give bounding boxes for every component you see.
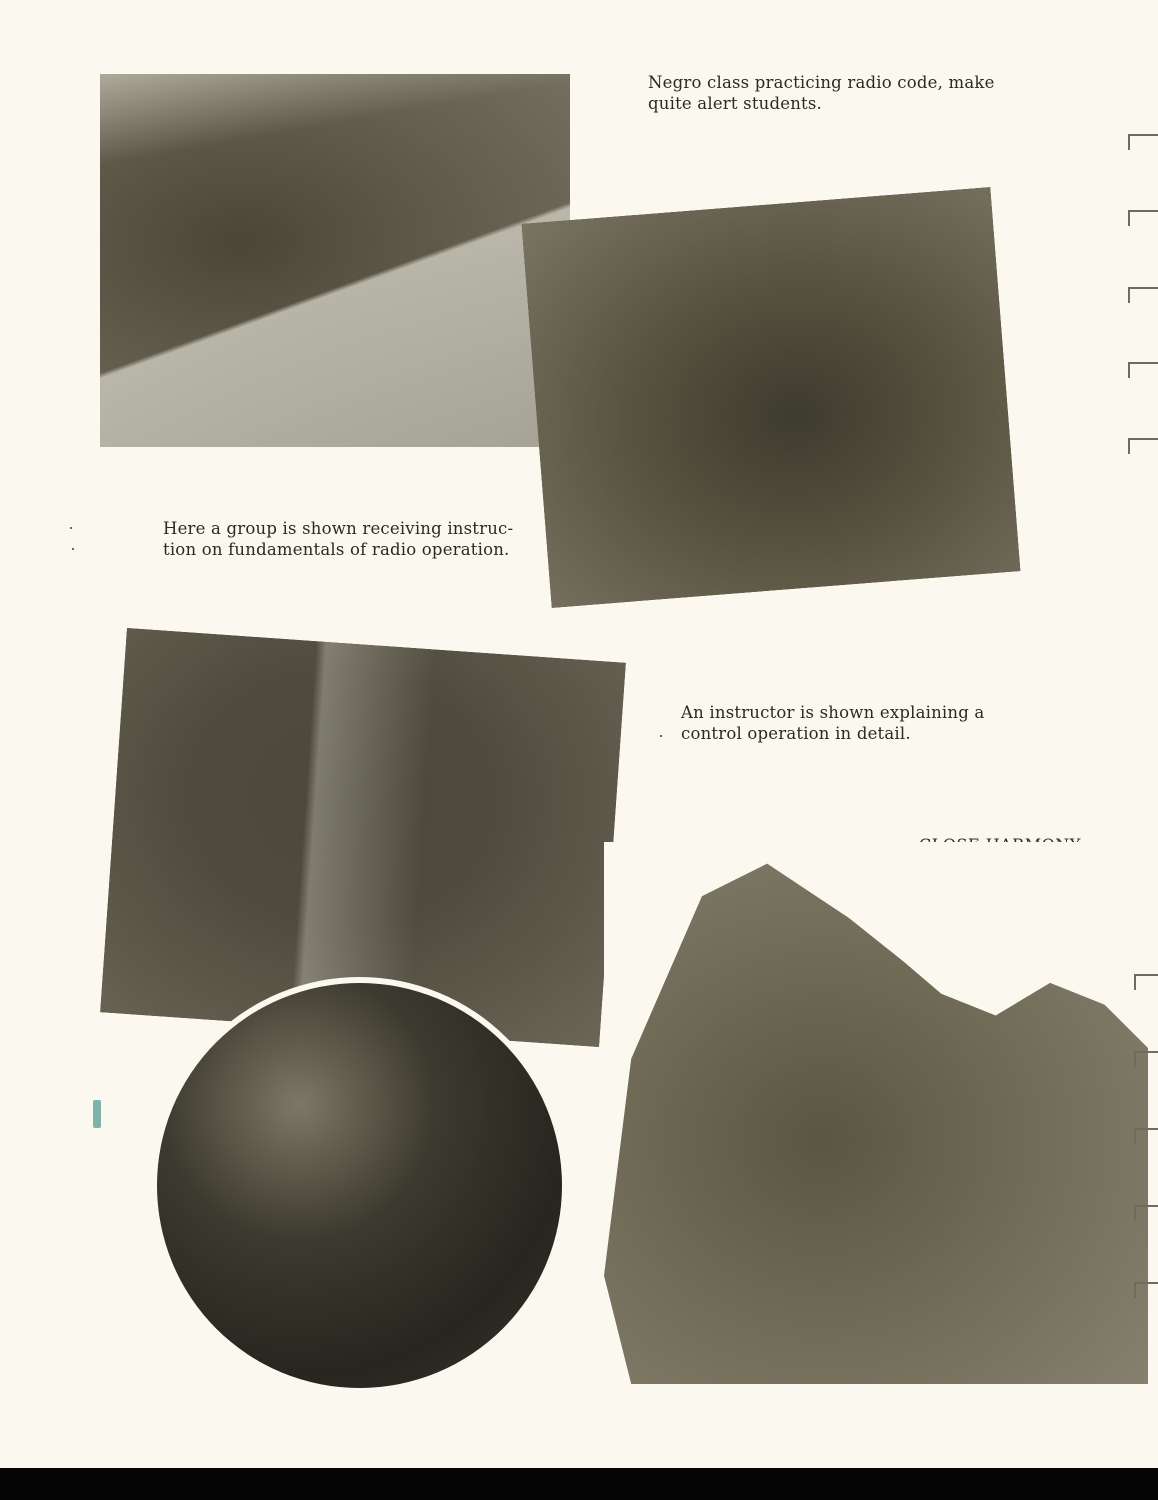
paper-speck	[70, 527, 72, 529]
binder-hole-mark	[1128, 210, 1158, 226]
binder-hole-mark	[1134, 1282, 1158, 1298]
binder-hole-mark	[1128, 287, 1158, 303]
binder-hole-mark	[1134, 1051, 1158, 1067]
caption-fundamentals: Here a group is shown receiving instruc- tion on fundamentals of radio operation.	[163, 519, 514, 559]
teal-stain-mark	[93, 1100, 101, 1128]
photo-radio-code-class	[100, 74, 570, 447]
photo-circular-radio-closeup	[157, 983, 562, 1388]
paper-speck	[660, 735, 662, 737]
photo-close-harmony-singers	[604, 842, 1148, 1384]
binder-hole-mark	[1128, 438, 1158, 454]
binder-hole-mark	[1134, 974, 1158, 990]
photo-radio-fundamentals-group	[522, 187, 1021, 608]
binder-hole-mark	[1134, 1128, 1158, 1144]
caption-radio-code: Negro class practicing radio code, make quite alert students.	[648, 73, 995, 113]
binder-hole-mark	[1134, 1205, 1158, 1221]
paper-speck	[72, 548, 74, 550]
scan-bottom-band	[0, 1468, 1158, 1500]
caption-instructor: An instructor is shown explaining a control operation in detail.	[681, 703, 985, 743]
binder-hole-mark	[1128, 362, 1158, 378]
binder-hole-mark	[1128, 134, 1158, 150]
